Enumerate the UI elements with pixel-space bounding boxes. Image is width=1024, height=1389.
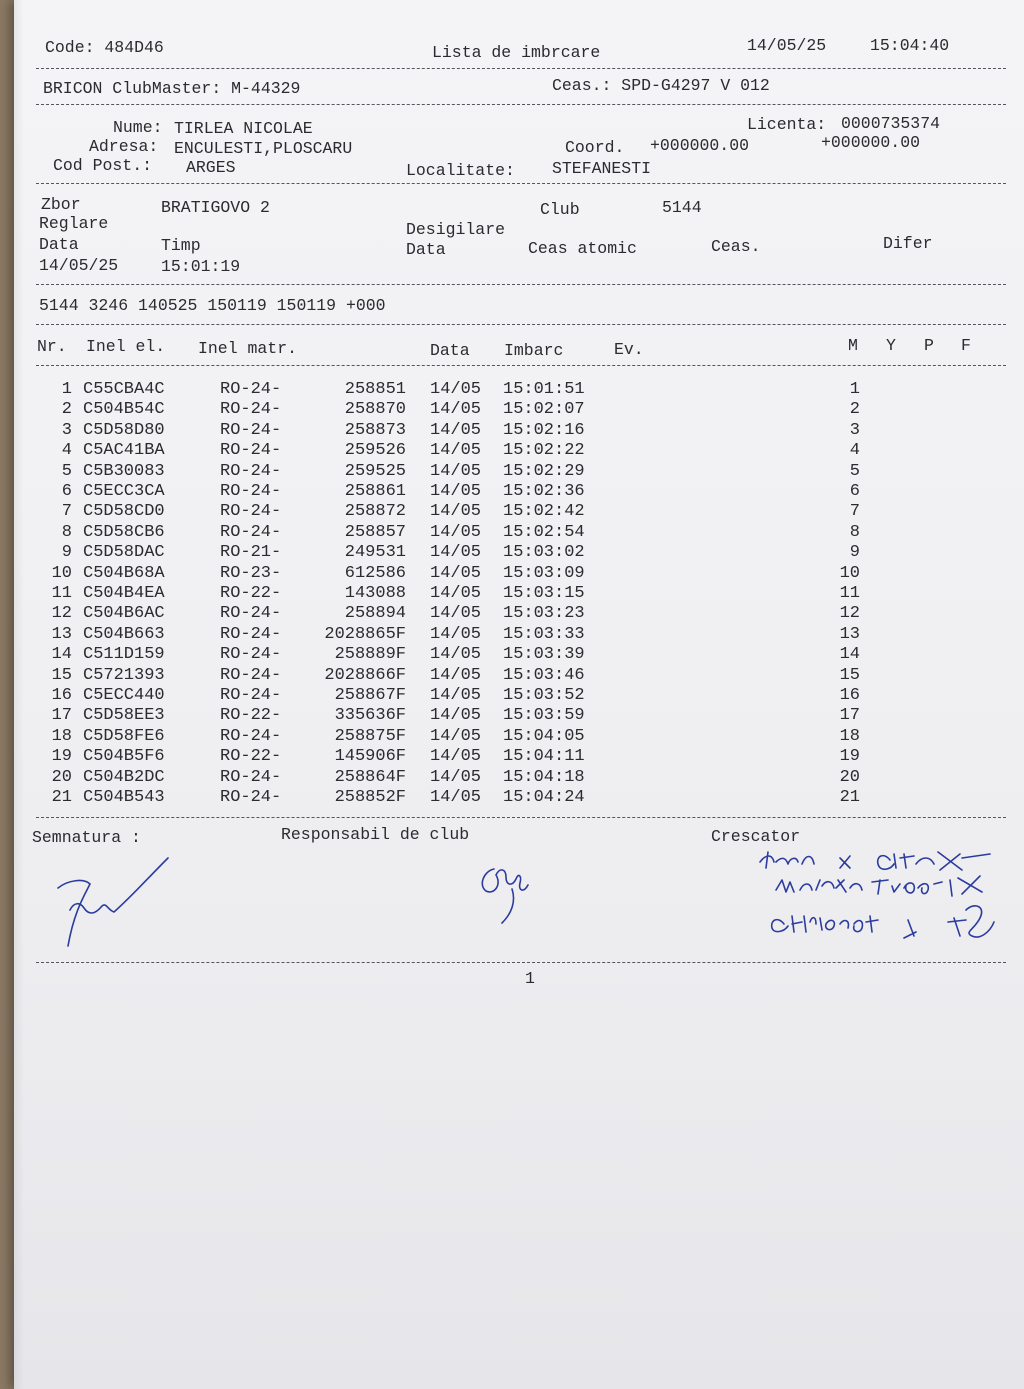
club-label: Club	[540, 200, 580, 219]
code-line: 5144 3246 140525 150119 150119 +000	[39, 296, 386, 315]
position-m: 5	[849, 461, 860, 481]
arrival-time: 15:02:29	[503, 461, 585, 481]
arrival-time: 15:02:42	[503, 502, 585, 522]
arrival-time: 15:03:33	[503, 624, 585, 644]
column-header-inel-el: Inel el.	[86, 337, 166, 356]
name-label: Nume:	[113, 118, 163, 137]
row-number: 9	[61, 543, 72, 563]
ring-number: 258872	[344, 502, 406, 522]
flight-time: 15:01:19	[161, 257, 241, 276]
row-number: 18	[51, 726, 72, 746]
divider	[36, 324, 1006, 325]
address-label: Adresa:	[89, 137, 159, 156]
electronic-ring: C504B543	[83, 788, 165, 807]
row-number: 4	[61, 441, 72, 461]
ring-number: 258875F	[334, 726, 406, 746]
arrival-date: 14/05	[430, 461, 482, 481]
divider	[36, 365, 1006, 366]
column-header-data: Data	[430, 341, 470, 360]
flight-date: 14/05/25	[39, 256, 119, 275]
arrival-date: 14/05	[430, 543, 482, 563]
postal-value: ARGES	[186, 158, 236, 177]
arrival-time: 15:03:59	[503, 706, 585, 726]
row-number: 20	[51, 767, 72, 787]
arrival-time: 15:02:36	[503, 482, 585, 501]
row-number: 19	[51, 747, 72, 767]
postal-label: Cod Post.:	[53, 156, 153, 175]
ring-number: 258870	[344, 400, 406, 420]
ceas-label: Ceas.	[711, 237, 761, 256]
ring-prefix: RO-21-	[220, 543, 282, 563]
position-m: 20	[839, 767, 860, 787]
row-number: 1	[61, 380, 72, 399]
arrival-date: 14/05	[430, 522, 482, 542]
arrival-time: 15:03:23	[503, 604, 585, 624]
arrival-time: 15:03:02	[503, 543, 585, 563]
position-m: 1	[849, 380, 860, 399]
ring-number: 258852F	[334, 788, 406, 807]
position-m: 8	[849, 522, 860, 542]
ring-number: 145906F	[334, 747, 406, 767]
position-m: 3	[849, 420, 860, 440]
electronic-ring: C504B54C	[83, 400, 165, 420]
arrival-date: 14/05	[430, 645, 482, 665]
ring-prefix: RO-24-	[220, 522, 282, 542]
signature-label: Semnatura :	[32, 828, 141, 847]
license-label: Licenta:	[747, 115, 827, 134]
coord-label: Coord.	[565, 138, 625, 157]
ring-number: 249531	[344, 543, 406, 563]
document-page	[14, 0, 1024, 1389]
club-value: 5144	[662, 198, 702, 217]
ring-number: 259526	[344, 441, 406, 461]
ring-prefix: RO-24-	[220, 380, 282, 399]
position-m: 16	[839, 686, 860, 705]
column-header-imbarc: Imbarc	[504, 341, 564, 360]
arrival-date: 14/05	[430, 584, 482, 603]
row-number: 12	[51, 604, 72, 624]
electronic-ring: C5D58CB6	[83, 522, 165, 542]
electronic-ring: C504B6AC	[83, 604, 165, 624]
ring-prefix: RO-24-	[220, 624, 282, 644]
timp-label: Timp	[161, 236, 201, 255]
row-number: 7	[61, 502, 72, 522]
row-number: 3	[61, 420, 72, 440]
ring-number: 258889F	[334, 645, 406, 665]
code-text: Code: 484D46	[45, 38, 164, 57]
electronic-ring: C511D159	[83, 645, 165, 665]
club-responsible-label: Responsabil de club	[281, 825, 470, 844]
coord-value-2: +000000.00	[821, 133, 921, 152]
arrival-date: 14/05	[430, 686, 482, 705]
data2-label: Data	[406, 240, 446, 259]
arrival-time: 15:04:05	[503, 726, 585, 746]
electronic-ring: C5D58FE6	[83, 726, 165, 746]
column-header-nr: Nr.	[37, 337, 67, 356]
address-value: ENCULESTI,PLOSCARU	[174, 139, 353, 158]
ring-number: 258861	[344, 482, 406, 501]
column-header-ev: Ev.	[614, 340, 644, 359]
row-number: 2	[61, 400, 72, 420]
divider	[36, 817, 1006, 818]
arrival-time: 15:04:18	[503, 767, 585, 787]
position-m: 7	[849, 502, 860, 522]
header-time: 15:04:40	[870, 36, 950, 55]
handwritten-signature-club	[472, 855, 542, 930]
ring-number: 258894	[344, 604, 406, 624]
row-number: 14	[51, 645, 72, 665]
arrival-time: 15:03:09	[503, 563, 585, 583]
zbor-value: BRATIGOVO 2	[161, 198, 270, 217]
ring-prefix: RO-24-	[220, 767, 282, 787]
position-m: 2	[849, 400, 860, 420]
arrival-time: 15:04:24	[503, 788, 585, 807]
position-m: 17	[839, 706, 860, 726]
position-m: 21	[839, 788, 860, 807]
arrival-date: 14/05	[430, 380, 482, 399]
row-number: 16	[51, 686, 72, 705]
ring-number: 612586	[344, 563, 406, 583]
data-label: Data	[39, 235, 79, 254]
row-number: 5	[61, 461, 72, 481]
ring-prefix: RO-24-	[220, 502, 282, 522]
coord-value-1: +000000.00	[650, 136, 750, 155]
arrival-time: 15:03:46	[503, 665, 585, 685]
arrival-date: 14/05	[430, 441, 482, 461]
column-header-inel-matr: Inel matr.	[198, 339, 298, 358]
position-m: 13	[839, 624, 860, 644]
ring-number: 258857	[344, 522, 406, 542]
reglare-label: Reglare	[39, 214, 109, 233]
ring-number: 2028865F	[324, 624, 406, 644]
row-number: 21	[51, 788, 72, 807]
arrival-date: 14/05	[430, 400, 482, 420]
position-m: 15	[839, 665, 860, 685]
ring-number: 258864F	[334, 767, 406, 787]
arrival-date: 14/05	[430, 624, 482, 644]
ring-number: 259525	[344, 461, 406, 481]
clubmaster-text: BRICON ClubMaster: M-44329	[43, 79, 301, 98]
electronic-ring: C5D58CD0	[83, 502, 165, 522]
row-number: 11	[51, 584, 72, 603]
locality-value: STEFANESTI	[552, 159, 652, 178]
divider	[36, 962, 1006, 963]
electronic-ring: C55CBA4C	[83, 380, 165, 399]
locality-label: Localitate:	[406, 161, 515, 180]
arrival-date: 14/05	[430, 726, 482, 746]
electronic-ring: C5D58DAC	[83, 543, 165, 563]
divider	[36, 104, 1006, 105]
position-m: 12	[839, 604, 860, 624]
arrival-time: 15:03:15	[503, 584, 585, 603]
arrival-time: 15:02:54	[503, 522, 585, 542]
row-number: 10	[51, 563, 72, 583]
electronic-ring: C5D58D80	[83, 420, 165, 440]
arrival-date: 14/05	[430, 788, 482, 807]
position-m: 9	[849, 543, 860, 563]
row-number: 15	[51, 665, 72, 685]
ring-prefix: RO-24-	[220, 420, 282, 440]
position-m: 4	[849, 441, 860, 461]
arrival-date: 14/05	[430, 665, 482, 685]
page-number: 1	[525, 969, 535, 988]
ring-number: 143088	[344, 584, 406, 603]
arrival-date: 14/05	[430, 502, 482, 522]
electronic-ring: C5D58EE3	[83, 706, 165, 726]
electronic-ring: C504B68A	[83, 563, 165, 583]
handwritten-signature-owner	[44, 850, 174, 960]
zbor-label: Zbor	[41, 195, 81, 214]
owner-name: TIRLEA NICOLAE	[174, 119, 313, 138]
document-title: Lista de imbrcare	[432, 43, 601, 62]
arrival-date: 14/05	[430, 706, 482, 726]
position-m: 11	[839, 584, 860, 603]
handwritten-breeder-notes	[754, 840, 1004, 950]
arrival-date: 14/05	[430, 563, 482, 583]
header-date: 14/05/25	[747, 36, 827, 55]
row-number: 17	[51, 706, 72, 726]
ring-prefix: RO-24-	[220, 441, 282, 461]
electronic-ring: C5AC41BA	[83, 441, 165, 461]
position-m: 6	[849, 482, 860, 501]
arrival-time: 15:03:39	[503, 645, 585, 665]
position-m: 14	[839, 645, 860, 665]
arrival-date: 14/05	[430, 482, 482, 501]
position-m: 18	[839, 726, 860, 746]
ring-number: 258873	[344, 420, 406, 440]
ring-number: 258851	[344, 380, 406, 399]
ring-prefix: RO-24-	[220, 726, 282, 746]
electronic-ring: C504B4EA	[83, 584, 165, 603]
ring-prefix: RO-24-	[220, 686, 282, 705]
divider	[36, 68, 1006, 69]
column-header-m: M	[848, 336, 858, 355]
arrival-date: 14/05	[430, 604, 482, 624]
row-number: 8	[61, 522, 72, 542]
ring-number: 258867F	[334, 686, 406, 705]
breeder-label: Crescator	[711, 827, 801, 846]
column-header-f: F	[961, 336, 971, 355]
electronic-ring: C504B663	[83, 624, 165, 644]
ring-prefix: RO-23-	[220, 563, 282, 583]
column-header-p: P	[924, 336, 934, 355]
ring-prefix: RO-24-	[220, 482, 282, 501]
electronic-ring: C504B2DC	[83, 767, 165, 787]
ring-prefix: RO-24-	[220, 400, 282, 420]
arrival-time: 15:04:11	[503, 747, 585, 767]
arrival-time: 15:01:51	[503, 380, 585, 399]
divider	[36, 183, 1006, 184]
electronic-ring: C5ECC3CA	[83, 482, 165, 501]
electronic-ring: C5721393	[83, 665, 165, 685]
ring-number: 2028866F	[324, 665, 406, 685]
divider	[36, 284, 1006, 285]
difer-label: Difer	[883, 234, 933, 253]
electronic-ring: C504B5F6	[83, 747, 165, 767]
row-number: 6	[61, 482, 72, 501]
arrival-time: 15:03:52	[503, 686, 585, 705]
arrival-time: 15:02:22	[503, 441, 585, 461]
position-m: 19	[839, 747, 860, 767]
ring-prefix: RO-22-	[220, 747, 282, 767]
ring-number: 335636F	[334, 706, 406, 726]
ring-prefix: RO-24-	[220, 665, 282, 685]
arrival-date: 14/05	[430, 747, 482, 767]
electronic-ring: C5B30083	[83, 461, 165, 481]
clock-text: Ceas.: SPD-G4297 V 012	[552, 76, 770, 95]
row-number: 13	[51, 624, 72, 644]
electronic-ring: C5ECC440	[83, 686, 165, 705]
ring-prefix: RO-22-	[220, 584, 282, 603]
ring-prefix: RO-24-	[220, 645, 282, 665]
arrival-date: 14/05	[430, 420, 482, 440]
desigilare-label: Desigilare	[406, 220, 506, 239]
arrival-date: 14/05	[430, 767, 482, 787]
arrival-time: 15:02:07	[503, 400, 585, 420]
license-value: 0000735374	[841, 114, 941, 133]
ceas-atomic-label: Ceas atomic	[528, 239, 637, 258]
ring-prefix: RO-22-	[220, 706, 282, 726]
column-header-y: Y	[886, 336, 896, 355]
ring-prefix: RO-24-	[220, 461, 282, 481]
position-m: 10	[839, 563, 860, 583]
arrival-time: 15:02:16	[503, 420, 585, 440]
ring-prefix: RO-24-	[220, 788, 282, 807]
ring-prefix: RO-24-	[220, 604, 282, 624]
